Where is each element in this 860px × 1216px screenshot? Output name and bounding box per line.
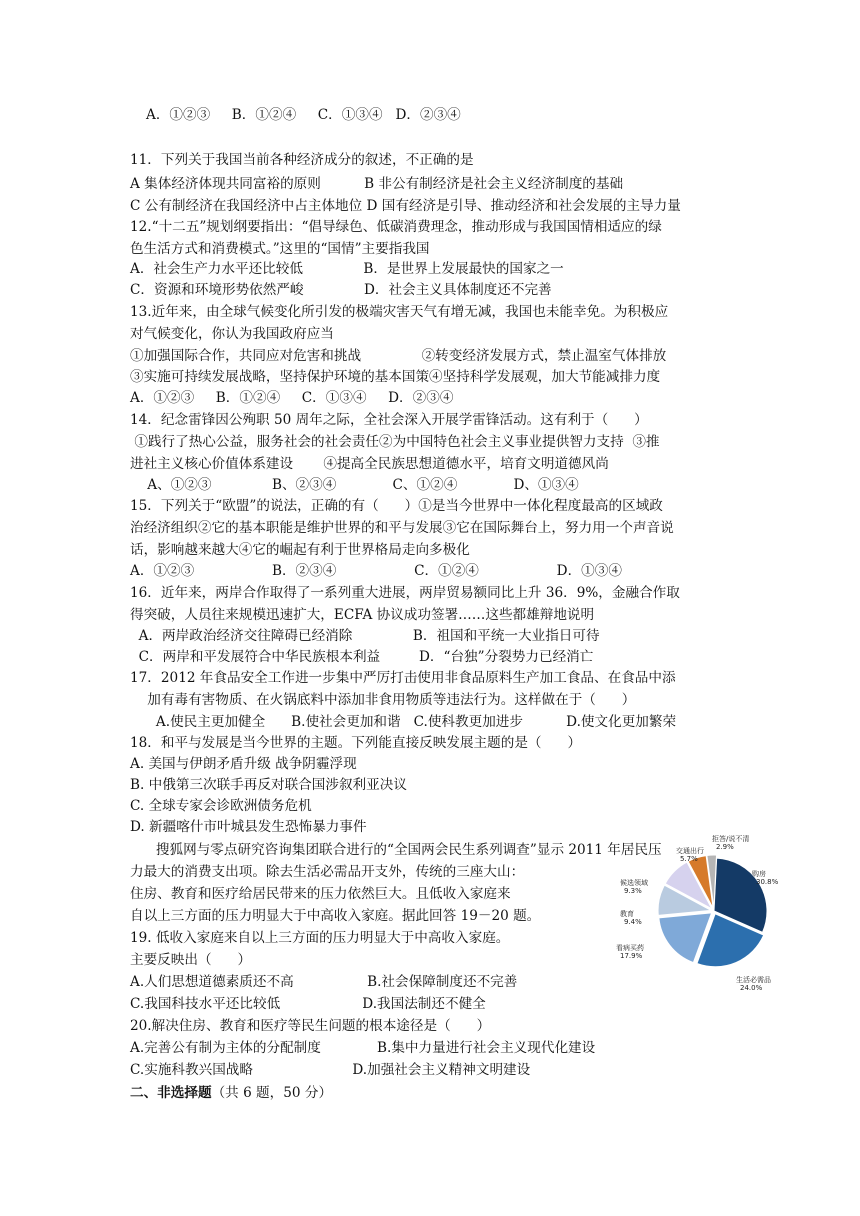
q18-option-b: B. 中俄第三次联手再反对联合国涉叙利亚决议 [130,777,407,793]
pie-label-3: 教育 [620,910,634,918]
q16-stem-1: 16．近年来，两岸合作取得了一系列重大进展，两岸贸易额同比上升 36．9%，金融合作取 [130,585,680,601]
q18-option-a: A. 美国与伊朗矛盾升级 战争阴霾浮现 [130,756,357,772]
section-note: （共 6 题，50 分） [211,1085,333,1101]
pie-value-6: 2.9% [716,843,734,851]
q11-options-ab: A 集体经济体现共同富裕的原则 B 非公有制经济是社会主义经济制度的基础 [130,176,624,192]
pie-label-2: 看病买药 [616,944,644,952]
pie-value-5: 5.7% [680,855,698,863]
q13-stem-1: 13.近年来，由全球气候变化所引发的极端灾害天气有增无减，我国也未能幸免。为积极应 [130,304,669,320]
q12-options-cd: C．资源和环境形势依然严峻 D．社会主义具体制度还不完善 [130,282,552,298]
q13-options: A．①②③ B．①②④ C．①③④ D．②③④ [130,390,454,406]
material-line-1: 搜狐网与零点研究咨询集团联合进行的“全国两会民生系列调查”显示 2011 年居民压 [130,842,662,858]
q14-statements-1: ①践行了热心公益，服务社会的社会责任②为中国特色社会主义事业提供智力支持 ③推 [130,434,660,450]
q14-options: A、①②③ B、②③④ C、①②④ D、①③④ [130,477,579,493]
q15-options: A．①②③ B．②③④ C．①②④ D．①③④ [130,563,622,579]
q13-statements-12: ①加强国际合作，共同应对危害和挑战 ②转变经济发展方式，禁止温室气体排放 [130,348,667,364]
q20-stem: 20.解决住房、教育和医疗等民生问题的根本途径是（ ） [130,1018,491,1034]
pie-value-3: 9.4% [624,918,642,926]
pie-value-4: 9.3% [624,887,642,895]
material-line-2: 力最大的消费支出项。除去生活必需品开支外，传统的三座大山： [130,864,525,880]
pie-value-0: 30.8% [756,878,779,886]
q14-statements-2: 进社主义核心价值体系建设 ④提高全民族思想道德水平，培育文明道德风尚 [130,456,609,472]
q17-stem-2: 加有毒有害物质、在火锅底料中添加非食用物质等违法行为。这样做在于（ ） [130,692,636,708]
pie-label-0: 购房 [752,870,766,878]
pie-value-2: 17.9% [620,952,643,960]
q18-stem: 18．和平与发展是当今世界的主题。下列能直接反映发展主题的是（ ） [130,735,582,751]
section-title: 二、非选择题 [130,1085,212,1101]
q19-stem-2: 主要反映出（ ） [130,952,252,968]
q12-stem-1: 12.“十二五”规划纲要指出：“倡导绿色、低碳消费理念，推动形成与我国国情相适应的绿 [130,219,662,235]
q14-stem: 14．纪念雷锋因公殉职 50 周年之际，全社会深入开展学雷锋活动。这有利于（ ） [130,412,648,428]
expense-pie-chart [604,831,779,992]
q20-options-ab: A.完善公有制为主体的分配制度 B.集中力量进行社会主义现代化建设 [130,1040,596,1056]
q13-statements-34: ③实施可持续发展战略，坚持保护环境的基本国策④坚持科学发展观，加大节能减排力度 [130,369,661,385]
q16-stem-2: 得突破，人员往来规模迅速扩大，ECFA 协议成功签署……这些都雄辩地说明 [130,607,595,623]
q18-option-d: D. 新疆喀什市叶城县发生恐怖暴力事件 [130,819,367,835]
q10-options: A．①②③ B．①②④ C．①③④ D．②③④ [146,107,461,123]
pie-value-1: 24.0% [740,984,763,992]
material-line-4: 自以上三方面的压力明显大于中高收入家庭。据此回答 19－20 题。 [130,908,541,924]
q11-stem: 11．下列关于我国当前各种经济成分的叙述，不正确的是 [130,152,474,168]
q11-options-cd: C 公有制经济在我国经济中占主体地位 D 国有经济是引导、推动经济和社会发展的主导力量 [130,198,681,214]
q12-options-ab: A．社会生产力水平还比较低 B．是世界上发展最快的国家之一 [130,261,564,277]
q15-stem-1: 15．下列关于“欧盟”的说法，正确的有（ ）①是当今世界中一体化程度最高的区域政 [130,498,663,514]
pie-label-5: 交通出行 [676,847,704,855]
material-line-3: 住房、教育和医疗给居民带来的压力依然巨大。且低收入家庭来 [130,886,511,902]
q17-options: A.使民主更加健全 B.使社会更加和谐 C.使科教更加进步 D.使文化更加繁荣 [130,714,677,730]
q16-options-ab: A．两岸政治经济交往障碍已经消除 B．祖国和平统一大业指日可待 [130,628,600,644]
q12-stem-2: 色生活方式和消费模式。”这里的“国情”主要指我国 [130,241,430,257]
q19-stem-1: 19. 低收入家庭来自以上三方面的压力明显大于中高收入家庭。 [130,930,510,946]
q20-options-cd: C.实施科教兴国战略 D.加强社会主义精神文明建设 [130,1062,531,1078]
q13-stem-2: 对气候变化，你认为我国政府应当 [130,326,334,342]
q16-options-cd: C．两岸和平发展符合中华民族根本利益 D．“台独”分裂势力已经消亡 [130,649,594,665]
pie-label-6: 拒答/说不清 [712,835,750,843]
section-heading [130,1084,332,1103]
q15-stem-2: 治经济组织②它的基本职能是维护世界的和平与发展③它在国际舞台上，努力用一个声音说 [130,520,674,536]
pie-label-4: 候选领域 [620,879,648,887]
q18-option-c: C. 全球专家会诊欧洲债务危机 [130,798,312,814]
q19-options-ab: A.人们思想道德素质还不高 B.社会保障制度还不完善 [130,974,518,990]
q15-stem-3: 话，影响越来越大④它的崛起有利于世界格局走向多极化 [130,542,470,558]
q17-stem-1: 17．2012 年食品安全工作进一步集中严厉打击使用非食品原料生产加工食品、在食品中添 [130,670,676,686]
q19-options-cd: C.我国科技水平还比较低 D.我国法制还不健全 [130,996,486,1012]
pie-label-1: 生活必需品 [736,976,771,984]
